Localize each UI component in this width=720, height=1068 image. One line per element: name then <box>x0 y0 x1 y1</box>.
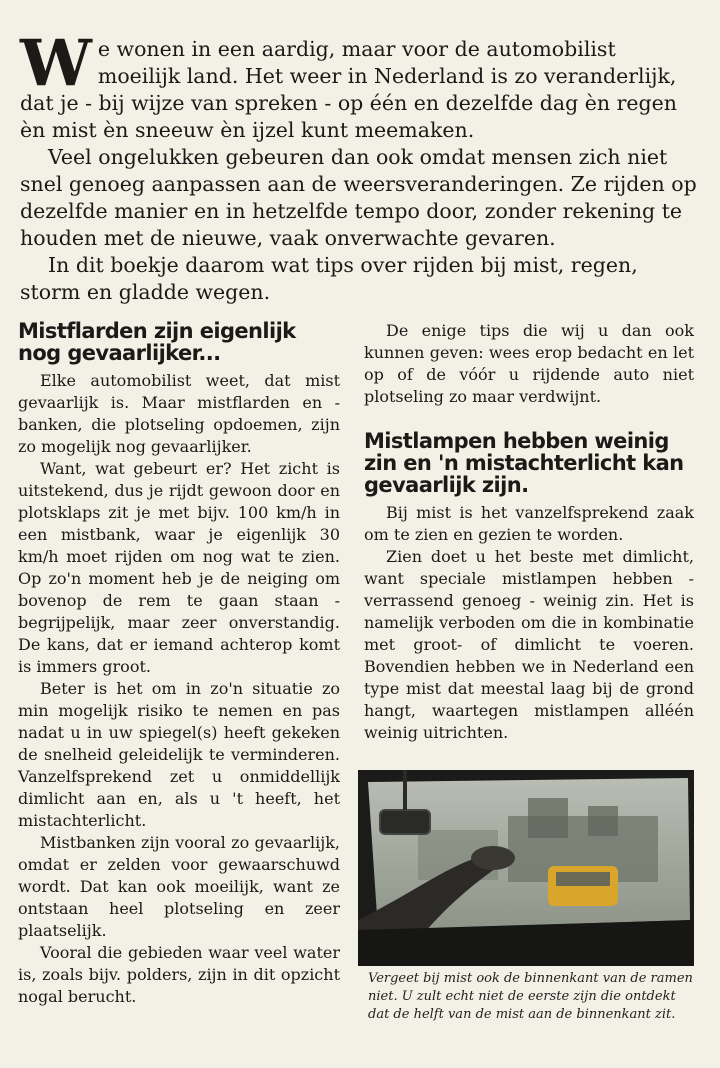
photo-caption: Vergeet bij mist ook de binnenkant van de ramen niet. U zult echt niet de eerste zijn die ontdekt dat de helft van de mist aan de binnenkant zit. <box>368 971 693 1022</box>
left-paragraph-1: Elke automobilist weet, dat mist gevaarlijk is. Maar mistflarden en -banken, die plotseling opdoemen, zijn zo mogelijk nog gevaarlijker. <box>18 371 340 456</box>
left-paragraph-4: Mistbanken zijn vooral zo gevaarlijk, omdat er zelden voor gewaarschuwd wordt. Dat kan ook moeilijk, want ze ontstaan heel plotseling en zeer plaatselijk. <box>18 833 340 940</box>
fog-windshield-photo <box>358 770 694 966</box>
intro-paragraph-2: Veel ongelukken gebeuren dan ook omdat mensen zich niet snel genoeg aanpassen aan de weersveranderingen. Ze rijden op dezelfde manier en in hetzelfde tempo door, zonder rekening te houden met de nieuwe, vaak onverwachte gevaren. <box>20 145 697 250</box>
right-intro-paragraph: De enige tips die wij u dan ook kunnen geven: wees erop bedacht en let op of de vóór u rijdende auto niet plotseling zo maar verdwijnt. <box>364 321 694 406</box>
left-paragraph-3: Beter is het om in zo'n situatie zo min mogelijk risiko te nemen en pas nadat u in uw spiegel(s) heeft gekeken de snelheid geleidelijk te verminderen. Vanzelfsprekend zet u onmiddellijk dimlicht aan en, als u 't heeft, het mistachterlicht. <box>18 679 340 830</box>
intro-text-1: e wonen in een aardig, maar voor de automobilist moeilijk land. Het weer in Nederland is zo veranderlijk, dat je - bij wijze van spreken - op één en dezelfde dag èn regen èn mist èn sneeuw èn ijzel kunt meemaken. <box>20 37 677 142</box>
right-column <box>364 320 694 744</box>
intro-paragraph-1 <box>20 26 700 144</box>
right-paragraph-2: Zien doet u het beste met dimlicht, want speciale mistlampen hebben - verrassend genoeg - weinig zin. Het is namelijk verboden om die in kombinatie met groot- of dimlicht te voeren. Bovendien hebben we in Nederland een type mist dat meestal laag bij de grond hangt, waartegen mistlampen alléén weinig uitrichten. <box>364 547 694 742</box>
right-heading: Mistlampen hebben weinig zin en 'n mistachterlicht kan gevaarlijk zijn. <box>364 429 684 497</box>
drop-cap: W <box>20 26 92 101</box>
intro-section <box>20 26 700 306</box>
intro-paragraph-3: In dit boekje daarom wat tips over rijden bij mist, regen, storm en gladde wegen. <box>20 253 638 304</box>
left-heading: Mistflarden zijn eigenlijk nog gevaarlijker... <box>18 319 296 365</box>
left-paragraph-5: Vooral die gebieden waar veel water is, zoals bijv. polders, zijn in dit opzicht nogal berucht. <box>18 943 340 1006</box>
left-column <box>18 320 340 1008</box>
left-paragraph-2: Want, wat gebeurt er? Het zicht is uitstekend, dus je rijdt gewoon door en plotsklaps zit je met bijv. 100 km/h in een mistbank, waar je eigenlijk 30 km/h moet rijden om nog wat te zien. Op zo'n moment heb je de neiging om bovenop de rem te gaan staan - begrijpelijk, maar zeer onverstandig. De kans, dat er iemand achterop komt is immers groot. <box>18 459 340 676</box>
right-paragraph-1: Bij mist is het vanzelfsprekend zaak om te zien en gezien te worden. <box>364 503 694 544</box>
